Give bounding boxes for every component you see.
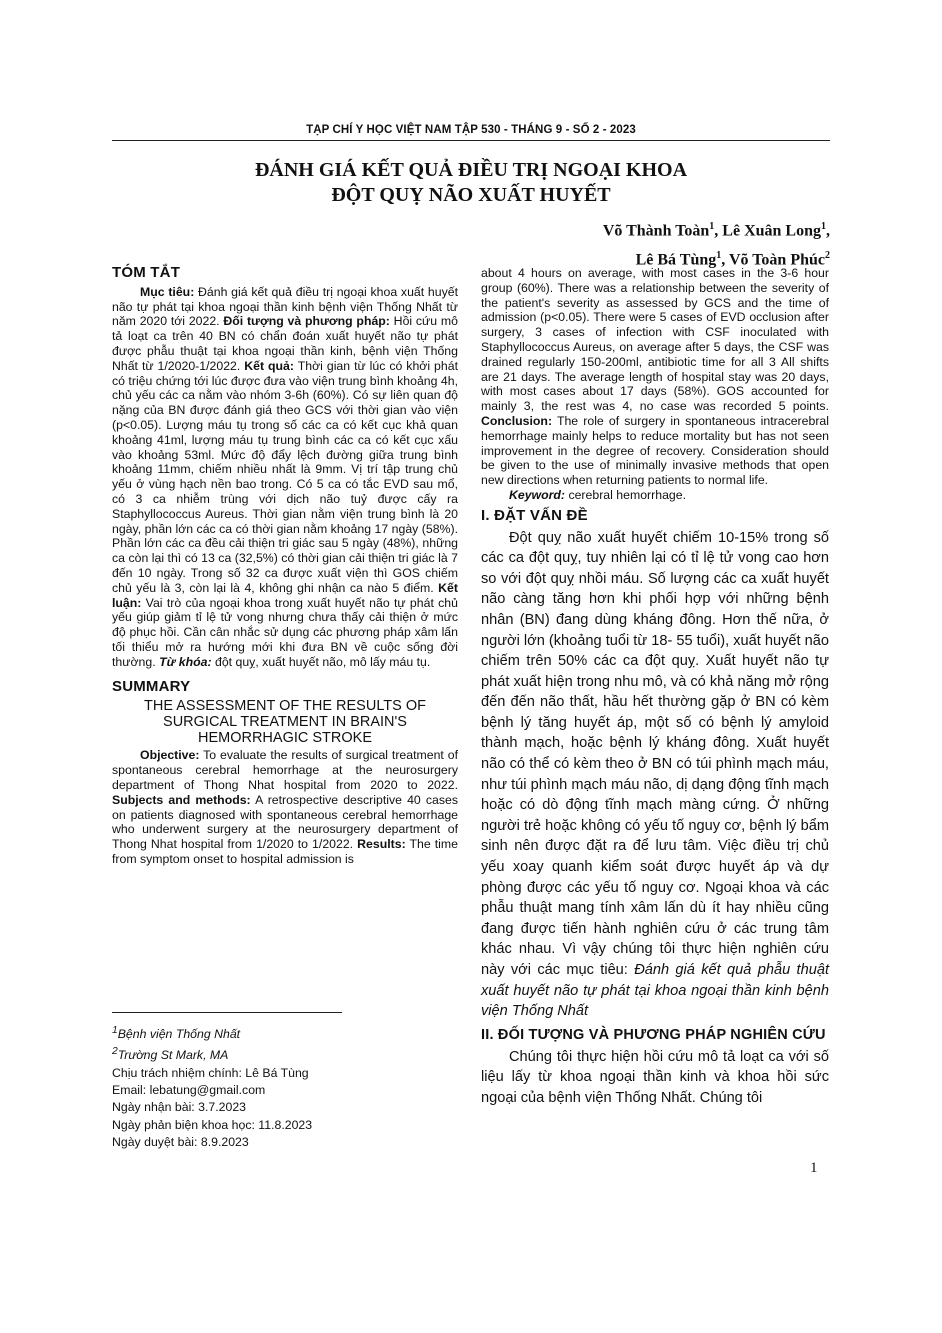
- objective-text: To evaluate the results of surgical treatment of spontaneous cerebral hemorrhage at the neurosurgery department of Thong Nhat hospital from 2020 to 2022.: [112, 748, 458, 792]
- keyword-line: [481, 488, 829, 503]
- summary-heading: SUMMARY: [112, 677, 191, 695]
- summary-continued: [481, 266, 829, 488]
- doi-tuong-label: Đối tượng và phương pháp:: [223, 314, 390, 329]
- section-2-heading: II. ĐỐI TƯỢNG VÀ PHƯƠNG PHÁP NGHIÊN CỨU: [481, 1026, 826, 1043]
- ket-qua-label: Kết quả:: [244, 358, 294, 373]
- footnote-email: Email: lebatung@gmail.com: [112, 1083, 266, 1098]
- author-affiliation: 1: [716, 250, 722, 262]
- right-column: [481, 266, 829, 1108]
- keyword-text: cerebral hemorrhage.: [565, 487, 687, 502]
- authors-line-1: [410, 214, 830, 243]
- section-1-heading: I. ĐẶT VẤN ĐỀ: [481, 506, 588, 524]
- ket-qua-text: Thời gian từ lúc có khởi phát có triệu chứng tới lúc được đưa vào viện trung bình khoảng 4h, chủ yếu các ca nằm vào nhóm 3-6h (60%). Có sự liên quan độ nặng của BN được đánh giá theo GCS với thời gian vào viện (p<0.05). Lượng máu tụ trong số các ca có kết cục khả quan khoảng 41ml, lượng máu tụ trung bình các ca có kết cục xấu vào khoảng 53ml. Mức độ đẩy lệch đường giữa trung bình khoảng 11mm, chiếm nhiều nhất là 9mm. Vị trí tập trung chủ yếu ở vùng hạch nền bao trong. Có 5 ca có tắc EVD sau mổ, có 3 ca nhiễm trùng với dịch não tuỷ được cấy ra Staphyllococcus Aureus. Thời gian nằm viện trung bình là 20 ngày, phần lớn các ca có thời gian nằm khoảng 17 ngày (58%). Phần lớn các ca đều cải thiện tri giác sau 5 ngày (48%), những ca còn lại thì có 13 ca (32,5%) có thời gian cải thiện tri giác là 7 đến 10 ngày. Trong số 32 ca được xuất viện thì GOS chiếm chủ yếu là 3, còn lại là 4, không ghi nhận ca nào 5 điểm.: [112, 358, 458, 595]
- conclusion-label: Conclusion:: [481, 413, 553, 428]
- footnote-received: Ngày nhận bài: 3.7.2023: [112, 1100, 247, 1115]
- doi-tuong-text: Hồi cứu mô tả loạt ca trên 40 BN có chẩn đoán xuất huyết não tự phát được phẫu thuật tại khoa ngoại thần kinh, bệnh viện Thống Nhất từ 1/2020-1/2022.: [112, 314, 458, 373]
- abstract-vi-paragraph: [112, 285, 458, 670]
- subjects-label: Subjects and methods:: [112, 792, 251, 807]
- author-name: Võ Thành Toàn: [602, 222, 710, 240]
- muc-tieu-label: Mục tiêu:: [140, 284, 195, 299]
- section-1-text: Đột quỵ não xuất huyết chiếm 10-15% trong số các ca đột quỵ, tuy nhiên lại có tỉ lệ tử vong cao hơn so với đột quỵ nhồi máu. Số lượng các ca xuất huyết não càng tăng hơn khi phối hợp với những bệnh nhân (BN) đang dùng kháng đông. Hơn thế nữa, ở người lớn (khoảng tuổi từ 18- 55 tuổi), xuất huyết não chiếm trên 50% các ca đột quỵ. Xuất huyết não tự phát xuất hiện trong nhu mô, và có khả năng mở rộng đến đến não thất, hầu hết thường gặp ở BN có kèm bệnh lý tăng huyết áp, một số có bệnh lý amyloid thành mạch, hoặc bệnh lý kháng đông. Xuất huyết não có thể có kèm theo ở BN có túi phình mạch máu, như túi phình mạch máu não, dị dạng động tĩnh mạch hoặc có dò động tĩnh mạch màng cứng. Ở những người trẻ hoặc không có yếu tố nguy cơ, bệnh lý bẩm sinh nên được đặt ra để lưu tâm. Việc điều trị chủ yếu xoay quanh kiểm soát được huyết áp và dự phòng được các yếu tố nguy cơ. Ngoại khoa và các phẫu thuật mang tính xâm lấn dù ít hay nhiều cũng đang được tiến hành nghiên cứu ở các trung tâm khác nhau. Vì vậy chúng tôi thực hiện nghiên cứu này với các mục tiêu:: [481, 529, 829, 979]
- keyword-label: Keyword:: [509, 487, 566, 502]
- author-name: Lê Bá Tùng: [635, 251, 717, 269]
- header-rule: [112, 140, 830, 141]
- muc-tieu-text: Đánh giá kết quả điều trị ngoại khoa xuất huyết não tự phát tại khoa ngoại thần kinh bệnh viện Thống Nhất từ năm 2020 tới 2022.: [112, 284, 458, 329]
- conclusion-text: The role of surgery in spontaneous intracerebral hemorrhage mainly helps to reduce mortality but has not seen improvement in the degree of recovery. Consideration should be given to the use of minimally invasive methods that open new directions when returning patients to normal life.: [481, 413, 829, 488]
- author-affiliation: 1: [821, 221, 826, 232]
- title-line-2: ĐỘT QUỴ NÃO XUẤT HUYẾT: [331, 184, 611, 206]
- author-name: Võ Toàn Phúc: [728, 251, 825, 269]
- objective-label: Objective:: [140, 748, 200, 763]
- section-2-paragraph: Chúng tôi thực hiện hồi cứu mô tả loạt ca với số liệu lấy từ khoa ngoại thần kinh và khoa hồi sức ngoại của bệnh viện Thống Nhất. Chúng tôi: [481, 1048, 829, 1106]
- author-affiliation: 2: [825, 250, 830, 262]
- ket-luan-text: Vai trò của ngoại khoa trong xuất huyết não tự phát chủ yếu giúp giảm tỉ lệ tử vong nhưng chưa thấy cải thiện ở mức độ phục hồi. Cần cân nhắc sử dụng các phương pháp xâm lấn tối thiểu mở ra hướng mới khi đưa BN về cuộc sống đời thường.: [112, 595, 458, 669]
- author-affiliation: 1: [709, 221, 715, 232]
- tu-khoa-label: Từ khóa:: [159, 654, 212, 669]
- left-column: [112, 266, 458, 867]
- author-separator: ,: [714, 222, 723, 240]
- tu-khoa-text: đột quỵ, xuất huyết não, mô lấy máu tụ.: [211, 654, 431, 669]
- journal-header: TẠP CHÍ Y HỌC VIỆT NAM TẬP 530 - THÁNG 9 - SỐ 2 - 2023: [306, 124, 636, 136]
- footnote-rule: [112, 1012, 342, 1013]
- author-separator: ,: [826, 222, 830, 240]
- footnote-affiliation-2: $^2$Trường St Mark, MA: [112, 1046, 229, 1063]
- results-text-part1: The time from symptom onset to hospital admission is: [112, 837, 458, 866]
- footnote-affiliation-1: $^1$Bệnh viện Thống Nhất: [112, 1025, 241, 1042]
- page-number: 1: [810, 1160, 818, 1176]
- title-line-1: ĐÁNH GIÁ KẾT QUẢ ĐIỀU TRỊ NGOẠI KHOA: [254, 159, 688, 181]
- article-title: [112, 158, 830, 208]
- subjects-text: A retrospective descriptive 40 cases on patients diagnosed with spontaneous cerebral hemorrhage who underwent surgery at the neurosurgery department of Thong Nhat hospital from 1/2020 to 1/2022.: [112, 792, 458, 852]
- abstract-heading: TÓM TẮT: [112, 264, 181, 281]
- results-text-part2: about 4 hours on average, with most cases in the 3-6 hour group (60%). There was a relationship between the severity of the patient's severity as assessed by GCS and the time of admission (p<0.05). There were 5 cases of EVD occlusion after surgery, 3 cases of infection with CSF inoculated with Staphyllococcus Aureus, on average after 5 days, the CSF was drained regularly 150-200ml, antibiotic time for all 3 All shifts are 21 days. The average length of hospital stay was 20 days, with most cases about 17 days (58%). GOS accounted for mainly 3, the rest was 4, no case was recorded 5 points.: [481, 266, 829, 414]
- section-1-objective: Đánh giá kết quả phẫu thuật xuất huyết não tự phát tại khoa ngoại thần kinh bệnh viện Thống Nhất: [481, 962, 829, 1020]
- author-separator: ,: [721, 251, 729, 269]
- footnote-corresponding: Chịu trách nhiệm chính: Lê Bá Tùng: [112, 1065, 309, 1080]
- section-1-paragraph: [481, 528, 829, 1022]
- footnote-approved: Ngày duyệt bài: 8.9.2023: [112, 1134, 249, 1149]
- results-label: Results:: [357, 837, 406, 852]
- footnotes: [112, 1022, 452, 1151]
- summary-paragraph: [112, 748, 458, 866]
- ket-luan-label: Kết luận:: [112, 580, 458, 610]
- summary-title: THE ASSESSMENT OF THE RESULTS OF SURGICAL TREATMENT IN BRAIN'S HEMORRHAGIC STROKE: [144, 698, 426, 747]
- author-name: Lê Xuân Long: [722, 222, 821, 240]
- footnote-reviewed: Ngày phản biện khoa học: 11.8.2023: [112, 1117, 313, 1132]
- authors: [410, 214, 830, 273]
